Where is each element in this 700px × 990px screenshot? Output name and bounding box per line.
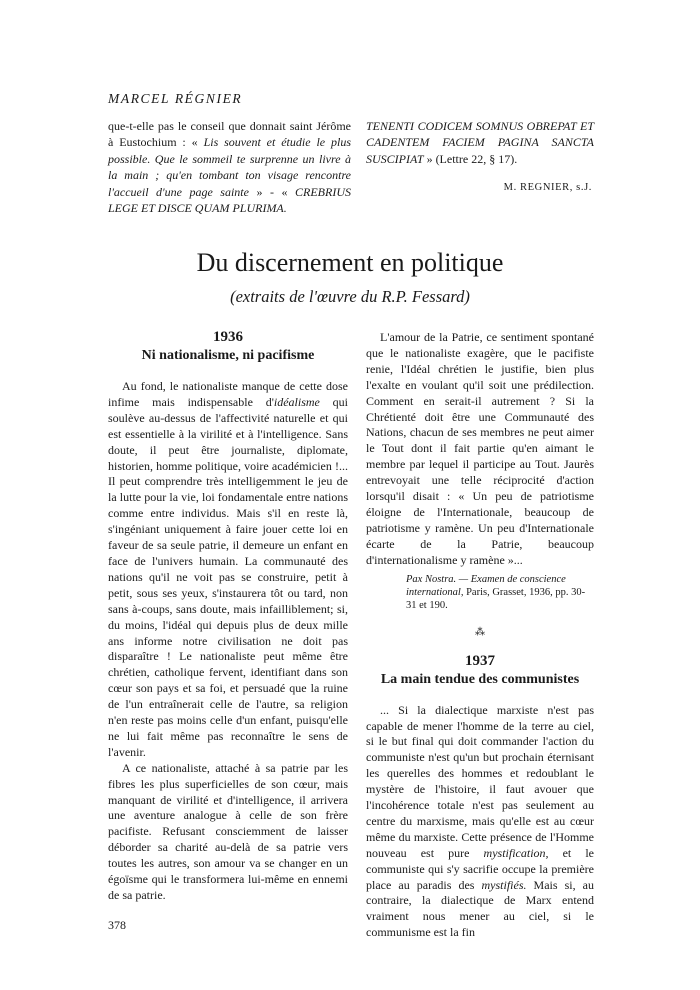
paragraph: [108, 379, 348, 761]
section-separator: ⁂: [475, 626, 485, 638]
paragraph: [366, 330, 594, 569]
right-column: [366, 330, 594, 941]
paragraph-text: L'amour de la Patrie, ce sentiment spontané que le nationaliste exagère, que le pacifiste renie, l'Idéal chrétien le justifie, bien plus l'exalte en voulant qu'il soit une prédilection. Comment en serait-il autrement ? Si la Chrétienté doit être une Communauté des Nations, chacun de ses membres ne peut aimer le Tout dont il fait partie qu'en aimant le membre par lequel il participe au Tout. Jaurès entrevoyait une telle réciprocité d'action lorsqu'il disait : « Un peu de patriotisme éloigne de l'Internationale, beaucoup de patriotisme y ramène. Un peu d'Internationale écarte de la Patrie, beaucoup d'internationalisme y ramène »...: [366, 330, 594, 567]
continuation-left-text-italic: CREBRIUS LEGE ET DISCE QUAM PLURIMA.: [108, 184, 352, 216]
section-year: 1937: [465, 652, 495, 669]
paragraph-italic: mystification,: [483, 845, 549, 860]
article-subtitle: (extraits de l'œuvre du R.P. Fessard): [230, 287, 470, 306]
section-heading: La main tendue des communistes: [380, 671, 580, 687]
reference-text: Paris, Grasset, 1936, pp. 30-31 et 190.: [406, 586, 586, 611]
section-heading: Ni nationalisme, ni pacifisme: [141, 348, 315, 363]
paragraph-italic: mystifiés.: [481, 877, 527, 892]
section1-body: [108, 379, 348, 904]
bibliographic-reference: [406, 573, 594, 612]
paragraph-text: et le communiste qui s'y sacrifie occupe la première place au paradis des: [366, 845, 594, 892]
continuation-left-text-italic: Lis souvent et étudie le plus possible. Que le sommeil te surprenne un livre à la main ; qu'en tombant ton visage rencontre l'accueil d'une page sainte: [108, 135, 351, 199]
paragraph-italic: idéalisme: [273, 394, 320, 409]
continuation-left-text-run: que-t-elle pas le conseil que donnait saint Jérôme à Eustochium : «: [108, 119, 351, 150]
paragraph-text: A ce nationaliste, attaché à sa patrie par les fibres les plus superficielles de son cœur, mais manquant de virilité et d'intelligence, il arrivera une aventure analogue à celle de son frère pacifiste. Refusant consciemment de laisser déborder sa charité au-delà de sa patrie vers toutes les autres, son amour va se changer en un égoïsme qui le transformera lui-même en ennemi de sa patrie.: [108, 760, 348, 902]
article-title: Du discernement en politique: [196, 248, 504, 277]
continuation-left-text-run: » - «: [248, 184, 296, 199]
paragraph-text: qui soulève au-dessus de l'affectivité naturelle et qui est essentielle à la virilité et à l'intelligence. Sans doute, il peut être journaliste, diplomate, historien, homme politique, voire académicien !... Il peut comprendre très intelligemment le jeu de la lutte pour la vie, loi fondamentale entre nations comme entre individus. Mais s'il en reste là, s'ingéniant uniquement à faire jouer cette loi en faveur de sa seule patrie, il demeure un enfant en face de l'univers humain. La communauté des nations qu'il ne voit pas se construire, petit à petit, sous ses yeux, s'instaurera tôt ou tard, non sans à-coups, sans doute, mais infailliblement; si, du moins, l'idéal qui depuis plus de deux mille ans informe notre civilisation ne doit pas disparaître ! Le nationaliste peut même être chrétien, catholique fervent, identifiant dans son cœur son pays et sa foi, et persuadé que la ruine de l'un entraînerait celle de l'autre, sa religion n'en reste pas moins celle d'un enfant, puisqu'elle ne lui fait même pas reconnaître le sens de l'avenir.: [108, 394, 348, 759]
paragraph: [108, 761, 348, 904]
reference-italic: Pax Nostra. — Examen de conscience international,: [406, 573, 566, 598]
page-number: 378: [108, 918, 126, 932]
running-head: MARCEL RÉGNIER: [108, 91, 243, 106]
continuation-left-text: [108, 118, 351, 216]
author-signature: M. REGNIER, s.J.: [503, 182, 592, 193]
paragraph-text: Mais si, au contraire, la dialectique de Marx entend vraiment nous mener au ciel, si le communisme est la fin: [366, 877, 594, 940]
paragraph-text: Au fond, le nationaliste manque de cette dose infime mais indispensable d': [108, 379, 348, 409]
continuation-right-text-italic: TENENTI CODICEM SOMNUS OBREPAT ET CADENTEM FACIEM PAGINA SANCTA SUSCIPIAT: [366, 119, 594, 166]
paragraph: [366, 703, 594, 942]
paragraph-text: ... Si la dialectique marxiste n'est pas capable de mener l'homme de la terre au ciel, si le but final qui doit commander l'action du communiste n'est qu'un but prochain éternisant les querelles des hommes et redoublant le mystère de l'histoire, il faut avouer que l'incohérence totale n'est pas seulement au centre du marxisme, mais qu'elle est au cœur même du marxiste. Cette présence de l'Homme nouveau est pure: [366, 702, 594, 860]
continuation-right-text-run: » (Lettre 22, § 17).: [423, 151, 518, 166]
left-column: [108, 328, 348, 904]
continuation-right-text: [366, 118, 594, 167]
section-year: 1936: [213, 329, 243, 345]
